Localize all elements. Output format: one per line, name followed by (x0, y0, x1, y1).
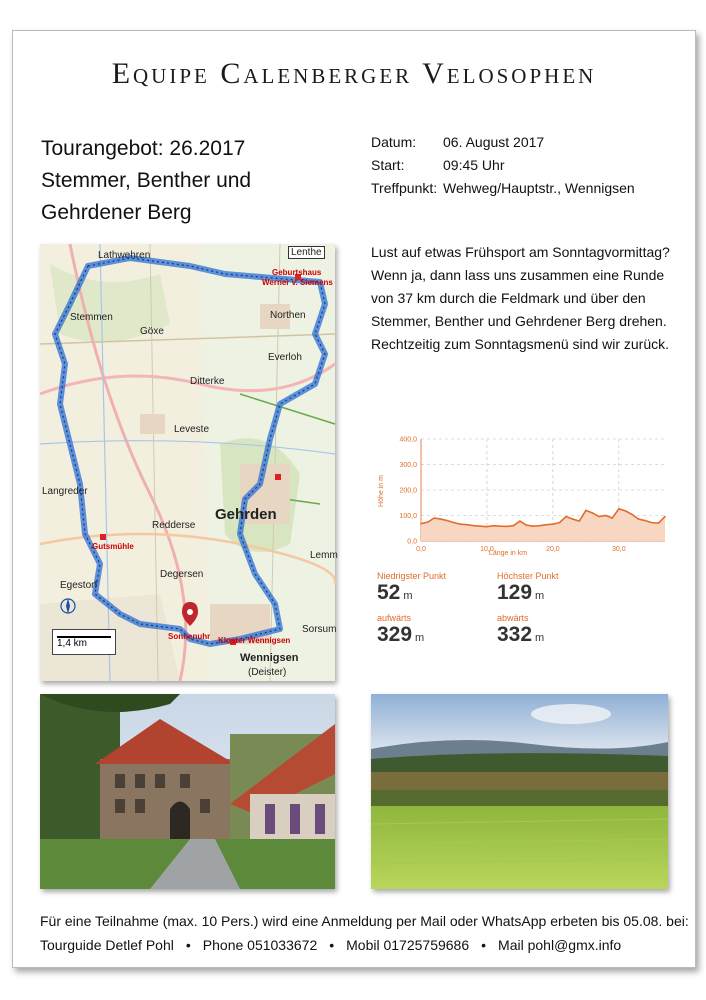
lowest-point-unit: m (403, 590, 413, 602)
elevation-point (513, 525, 515, 527)
y-axis-label: Höhe in m (378, 475, 385, 507)
map-label-kloster: Kloster Wennigsen (218, 636, 291, 645)
map-label-degersen: Degersen (160, 569, 204, 580)
start-value: 09:45 Uhr (443, 157, 505, 173)
map-label-lathwehren: Lathwehren (98, 250, 151, 261)
map-label-lenthe: Lenthe (288, 246, 325, 259)
elevation-point (506, 526, 508, 528)
elevation-point (664, 516, 666, 518)
map-label-goxe: Göxe (140, 326, 164, 337)
photo-landscape-image (371, 694, 668, 889)
ascent-label: aufwärts (377, 613, 412, 623)
bullet: • (329, 937, 335, 953)
elevation-point (473, 525, 475, 527)
date-row (371, 131, 635, 154)
photo-estate (40, 694, 335, 889)
contact-line (40, 933, 680, 957)
tour-guide: Tourguide Detlef Pohl (40, 937, 174, 953)
map-label-redderse: Redderse (152, 520, 196, 531)
mobile: Mobil 01725759686 (346, 937, 470, 953)
description-line: Wenn ja, dann lass uns zusammen eine Runde (371, 267, 665, 283)
map-label-langreder: Langreder (42, 486, 88, 497)
elevation-point (585, 510, 587, 512)
elevation-point (532, 525, 534, 527)
y-tick-label: 300,0 (399, 462, 417, 469)
tour-heading (41, 133, 351, 229)
flyer-sheet (12, 30, 696, 968)
ascent-unit: m (415, 632, 425, 644)
elevation-point (480, 525, 482, 527)
elevation-point (427, 521, 429, 523)
tour-number: Tourangebot: 26.2017 (41, 137, 246, 160)
map-label-everloh: Everloh (268, 352, 302, 363)
map-label-sonnenuhr: Sonnenuhr (168, 632, 211, 641)
tour-description (371, 241, 671, 356)
elevation-point (552, 523, 554, 525)
elevation-chart-svg (373, 419, 673, 559)
start-label: Start: (371, 157, 405, 173)
map-label-wennigsen: Wennigsen (240, 652, 299, 664)
highest-point-label: Höchster Punkt (497, 571, 559, 581)
elevation-point (625, 510, 627, 512)
elevation-point (658, 522, 660, 524)
elevation-point (545, 524, 547, 526)
highest-point-unit: m (535, 590, 545, 602)
descent-label: abwärts (497, 613, 529, 623)
page-title: Equipe Calenberger Velosophen (111, 57, 597, 90)
elevation-point (433, 517, 435, 519)
map-label-lemm: Lemm (310, 550, 338, 561)
map-label-leveste: Leveste (174, 424, 210, 435)
meeting-point-row (371, 177, 635, 200)
ascent-stat (377, 613, 424, 647)
map-label-northen: Northen (270, 310, 306, 321)
elevation-point (526, 524, 528, 526)
elevation-point (565, 516, 567, 518)
elevation-point (447, 520, 449, 522)
tour-name-line2: Gehrdener Berg (41, 201, 192, 224)
elevation-point (618, 508, 620, 510)
description-line: Lust auf etwas Frühsport am Sonntagvormittag? (371, 244, 670, 260)
route-map (40, 244, 338, 681)
date-label: Datum: (371, 134, 417, 150)
lowest-point-label: Niedrigster Punkt (377, 571, 447, 581)
elevation-point (539, 525, 541, 527)
y-tick-label: 100,0 (399, 513, 417, 520)
y-tick-label: 0,0 (407, 538, 417, 546)
highest-point-value: 129 (497, 581, 533, 604)
elevation-stats (377, 571, 677, 661)
map-label-ditterke: Ditterke (190, 376, 225, 387)
lowest-point-value: 52 (377, 581, 401, 604)
map-label-sorsum: Sorsum (302, 624, 337, 635)
elevation-chart (373, 419, 673, 559)
elevation-point (460, 523, 462, 525)
y-tick-label: 200,0 (399, 487, 417, 495)
date-value: 06. August 2017 (443, 134, 545, 150)
map-label-stemmen: Stemmen (70, 312, 113, 323)
elevation-point (605, 515, 607, 517)
map-label-siemens: Werner v. Siemens (262, 278, 333, 287)
elevation-point (559, 522, 561, 524)
tour-name-line1: Stemmer, Benther und (41, 169, 252, 192)
x-tick-label: 30,0 (612, 546, 626, 553)
descent-unit: m (535, 632, 545, 644)
tour-details (371, 131, 635, 200)
elevation-point (453, 522, 455, 524)
email[interactable]: Mail pohl@gmx.info (498, 937, 622, 953)
highest-point-stat (497, 571, 559, 605)
lowest-point-stat (377, 571, 446, 605)
map-scale-label: 1,4 km (57, 638, 88, 649)
registration-note: Für eine Teilnahme (max. 10 Pers.) wird eine Anmeldung per Mail oder WhatsApp erbeten bis 05.08. bei: (40, 913, 689, 929)
meeting-point-value: Wehweg/Hauptstr., Wennigsen (443, 180, 635, 196)
x-tick-label: 10,0 (480, 546, 494, 553)
description-line: Stemmer, Benther und Gehrdener Berg drehen. (371, 313, 667, 329)
elevation-point (598, 516, 600, 518)
elevation-point (420, 523, 422, 525)
map-label-deister: (Deister) (248, 667, 287, 678)
description-line: Rechtzeitig zum Sonntagsmenü sind wir zurück. (371, 336, 670, 352)
elevation-point (644, 520, 646, 522)
meeting-point-label: Treffpunkt: (371, 180, 438, 196)
description-line: von 37 km durch die Feldmark und über den (371, 290, 646, 306)
footer (40, 909, 689, 957)
elevation-point (631, 514, 633, 516)
elevation-point (519, 520, 521, 522)
bullet: • (481, 937, 487, 953)
elevation-point (499, 525, 501, 527)
bullet: • (185, 937, 191, 953)
elevation-point (493, 525, 495, 527)
elevation-point (638, 518, 640, 520)
elevation-point (611, 517, 613, 519)
start-row (371, 154, 635, 177)
descent-value: 332 (497, 623, 533, 646)
map-scale (52, 629, 116, 655)
elevation-point (651, 522, 653, 524)
photo-estate-image (40, 694, 335, 889)
elevation-point (572, 518, 574, 520)
photo-landscape (371, 694, 668, 889)
elevation-point (592, 512, 594, 514)
x-axis-label: Länge in km (488, 550, 528, 557)
elevation-point (440, 518, 442, 520)
descent-stat (497, 613, 544, 647)
phone: Phone 051033672 (202, 937, 318, 953)
map-label-geburtshaus: Geburtshaus (272, 268, 322, 277)
elevation-point (466, 524, 468, 526)
map-label-gutsmuehle: Gutsmühle (92, 542, 134, 551)
x-tick-label: 0,0 (416, 546, 426, 553)
x-tick-label: 20,0 (546, 546, 560, 553)
ascent-value: 329 (377, 623, 413, 646)
elevation-point (578, 520, 580, 522)
map-label-egestorf: Egestorf (60, 580, 98, 591)
map-label-gehrden: Gehrden (215, 506, 277, 523)
y-tick-label: 400,0 (399, 436, 417, 444)
elevation-point (486, 526, 488, 528)
